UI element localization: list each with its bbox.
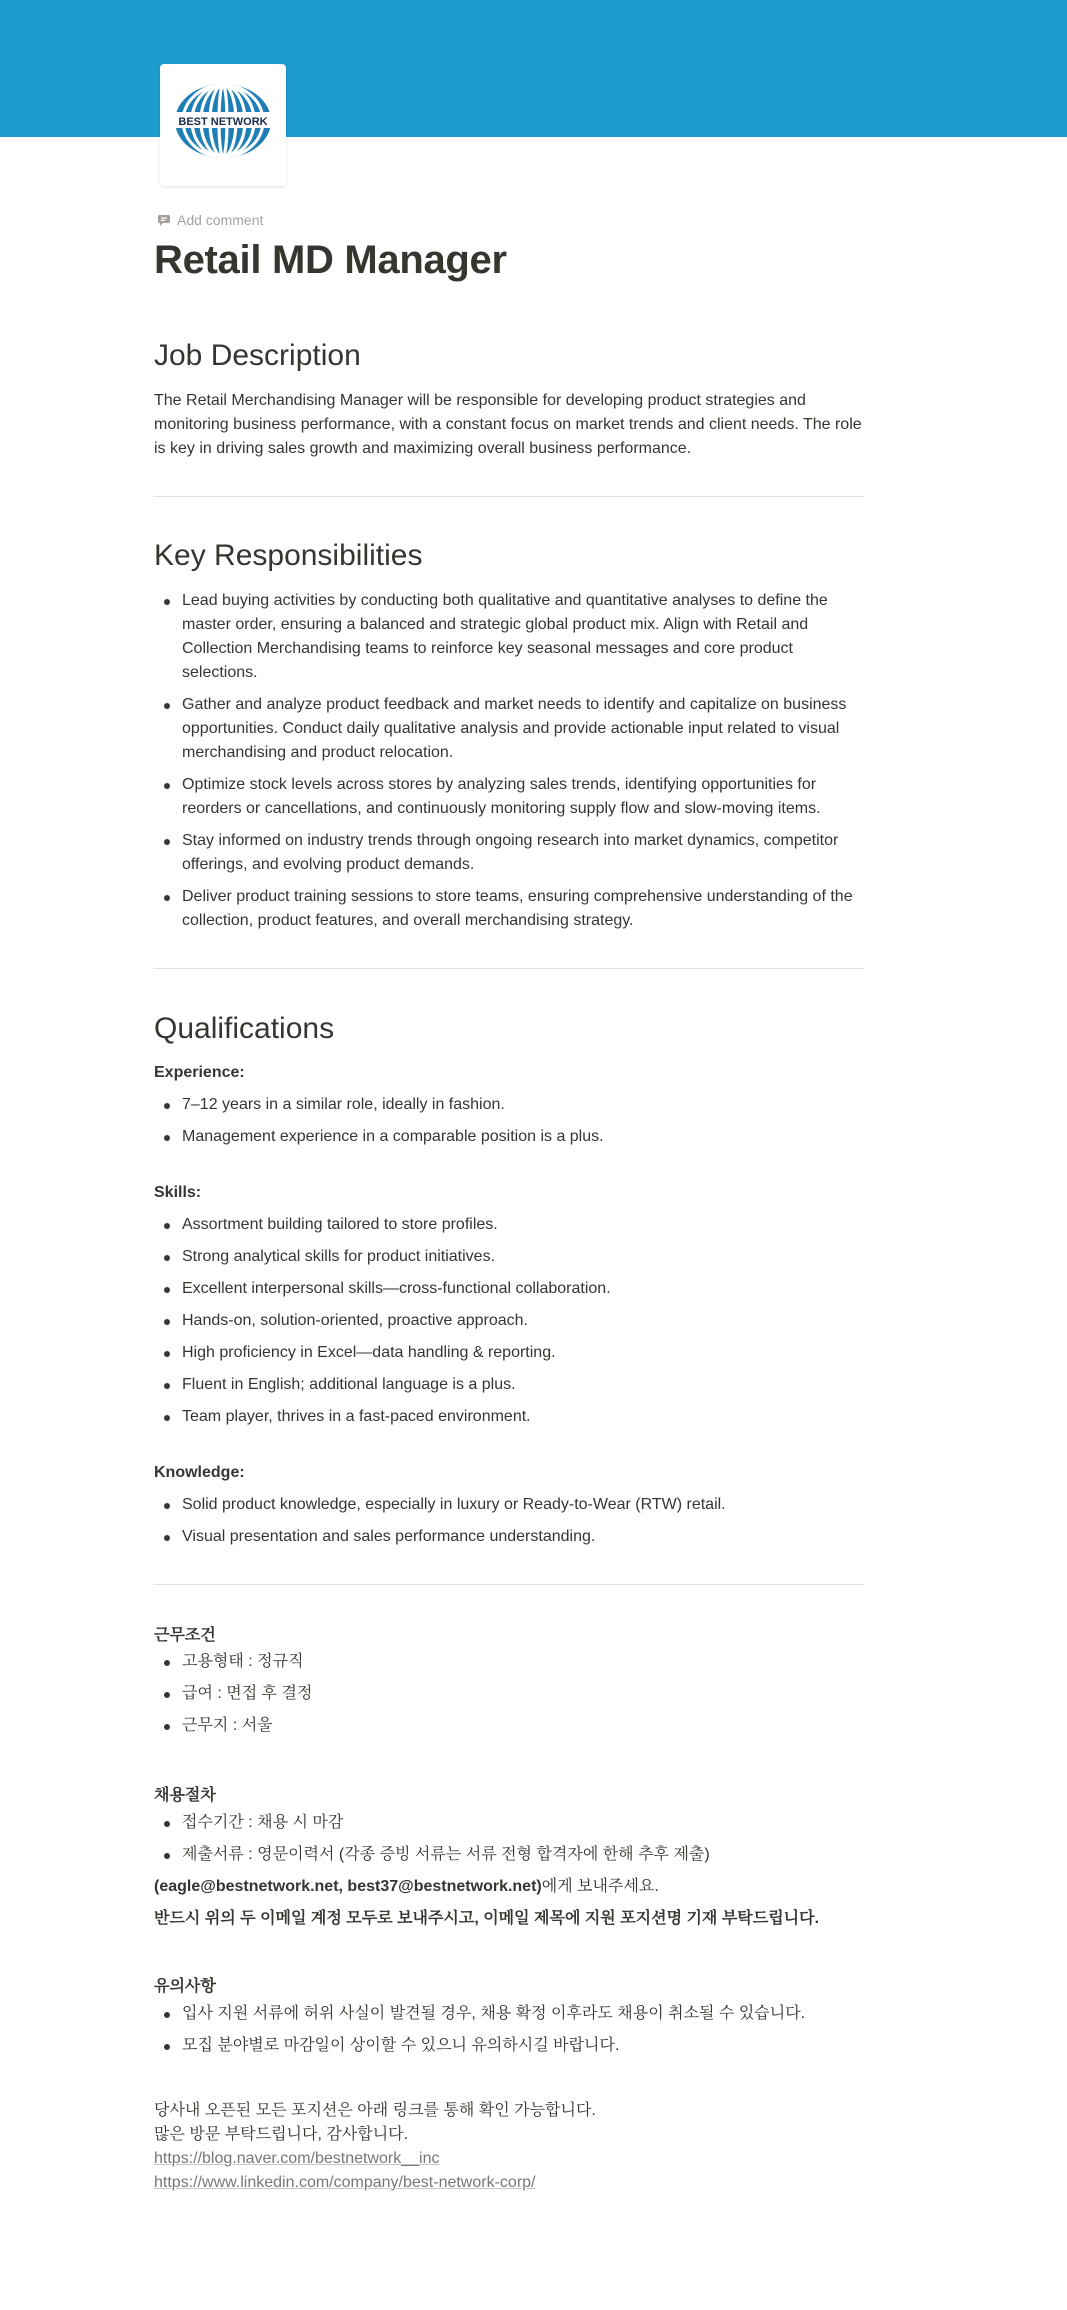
list-item: Optimize stock levels across stores by analyzing sales trends, identifying opportunities for reorders or cancellations, and continuously monitoring supply flow and slow-moving items.: [154, 773, 864, 821]
list-item: 고용형태 : 정규직: [154, 1650, 864, 1674]
comment-icon: [157, 213, 171, 227]
email-instruction: [154, 1875, 659, 1899]
footer-text-line-2: 많은 방문 부탁드립니다, 감사합니다.: [154, 2126, 409, 2143]
list-item: Deliver product training sessions to store teams, ensuring comprehensive understanding of the collection, product features, and overall merchandising strategy.: [154, 885, 864, 933]
list-item: 모집 분야별로 마감일이 상이할 수 있으니 유의하시길 바랍니다.: [154, 2034, 864, 2058]
process-list: [154, 1811, 864, 1867]
list-item: High proficiency in Excel—data handling & reporting.: [154, 1341, 864, 1365]
experience-list: [154, 1093, 864, 1149]
add-comment-button[interactable]: [157, 210, 263, 230]
list-item: 7–12 years in a similar role, ideally in fashion.: [154, 1093, 864, 1117]
list-item: Stay informed on industry trends through ongoing research into market dynamics, competitor offerings, and evolving product demands.: [154, 829, 864, 877]
list-item: Gather and analyze product feedback and market needs to identify and capitalize on business opportunities. Conduct daily qualitative analysis and provide actionable input related to visual merchandising and product relocation.: [154, 693, 864, 765]
list-item: 근무지 : 서울: [154, 1714, 864, 1738]
page-title: Retail MD Manager: [154, 238, 507, 282]
naver-blog-link[interactable]: https://blog.naver.com/bestnetwork__inc: [154, 2150, 440, 2167]
page-icon[interactable]: [160, 64, 286, 186]
cautions-list: [154, 2002, 864, 2058]
list-item: Strong analytical skills for product initiatives.: [154, 1245, 864, 1269]
list-item: 제출서류 : 영문이력서 (각종 증빙 서류는 서류 전형 합격자에 한해 추후 제출): [154, 1843, 864, 1867]
knowledge-list: [154, 1493, 864, 1549]
responsibilities-heading: Key Responsibilities: [154, 539, 423, 572]
email-notice: 반드시 위의 두 이메일 계정 모두로 보내주시고, 이메일 제목에 지원 포지션명 기재 부탁드립니다.: [154, 1910, 820, 1927]
qualifications-heading: Qualifications: [154, 1012, 335, 1045]
list-item: Hands-on, solution-oriented, proactive approach.: [154, 1309, 864, 1333]
email-instruction-suffix: 에게 보내주세요.: [541, 1878, 659, 1895]
process-label: 채용절차: [154, 1787, 216, 1804]
conditions-label: 근무조건: [154, 1627, 216, 1644]
email-addresses: (eagle@bestnetwork.net, best37@bestnetwork.net): [154, 1878, 542, 1895]
knowledge-label: Knowledge:: [154, 1464, 245, 1481]
list-item: Lead buying activities by conducting both qualitative and quantitative analyses to define the master order, ensuring a balanced and strategic global product mix. Align with Retail and Collection Merchandising teams to reinforce key seasonal messages and core product selections.: [154, 589, 864, 685]
experience-label: Experience:: [154, 1064, 245, 1081]
divider: [154, 496, 864, 497]
list-item: Visual presentation and sales performance understanding.: [154, 1525, 864, 1549]
conditions-list: [154, 1650, 864, 1738]
list-item: 급여 : 면접 후 결정: [154, 1682, 864, 1706]
add-comment-label: Add comment: [177, 212, 264, 228]
list-item: Fluent in English; additional language is a plus.: [154, 1373, 864, 1397]
list-item: 입사 지원 서류에 허위 사실이 발견될 경우, 채용 확정 이후라도 채용이 취소될 수 있습니다.: [154, 2002, 864, 2026]
list-item: Excellent interpersonal skills—cross-functional collaboration.: [154, 1277, 864, 1301]
logo-text: BEST NETWORK: [178, 116, 268, 128]
skills-list: [154, 1213, 864, 1429]
job-description-text: The Retail Merchandising Manager will be responsible for developing product strategies and monitoring business performance, with a constant focus on market trends and client needs. The role is key in driving sales growth and maximizing overall business performance.: [154, 392, 862, 457]
list-item: Management experience in a comparable position is a plus.: [154, 1125, 864, 1149]
list-item: Solid product knowledge, especially in luxury or Ready-to-Wear (RTW) retail.: [154, 1493, 864, 1517]
list-item: Assortment building tailored to store profiles.: [154, 1213, 864, 1237]
footer-text-line-1: 당사내 오픈된 모든 포지션은 아래 링크를 통해 확인 가능합니다.: [154, 2102, 596, 2119]
cautions-label: 유의사항: [154, 1978, 216, 1995]
skills-label: Skills:: [154, 1184, 202, 1201]
best-network-logo-icon: [170, 82, 276, 160]
divider: [154, 968, 864, 969]
list-item: Team player, thrives in a fast-paced environment.: [154, 1405, 864, 1429]
job-description-heading: Job Description: [154, 339, 361, 372]
list-item: 접수기간 : 채용 시 마감: [154, 1811, 864, 1835]
divider: [154, 1584, 864, 1585]
responsibilities-list: [154, 589, 864, 933]
linkedin-link[interactable]: https://www.linkedin.com/company/best-network-corp/: [154, 2174, 536, 2191]
